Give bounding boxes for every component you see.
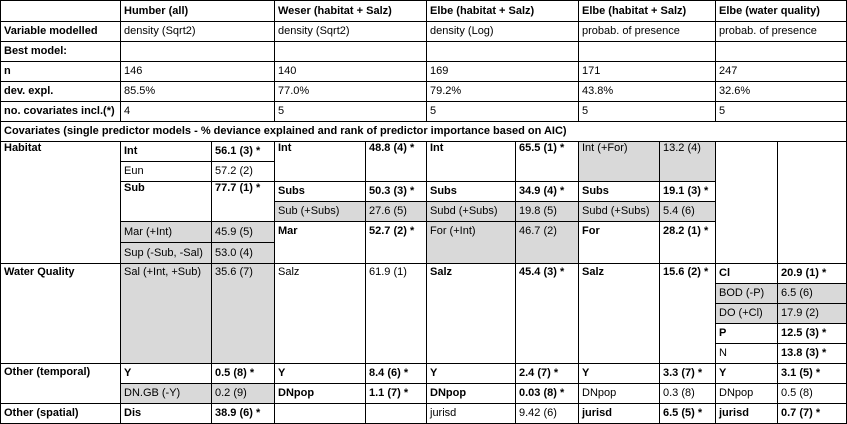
- covariates-header-row: [1, 122, 847, 142]
- n-row: [1, 62, 847, 82]
- humber-y-value: 0.5 (8) *: [212, 364, 275, 384]
- elbe2-int-name: Int (+For): [579, 142, 660, 182]
- elbe1-subs-value: 34.9 (4) *: [516, 182, 579, 202]
- humber-dngb-value: 0.2 (9): [212, 384, 275, 404]
- elbe1-for-name: For (+Int): [427, 222, 516, 264]
- elbe3-dnpop-name: DNpop: [716, 384, 778, 404]
- elbe1-subd-value: 19.8 (5): [516, 202, 579, 222]
- elbe1-y-value: 2.4 (7) *: [516, 364, 579, 384]
- humber-sup-value: 53.0 (4): [215, 247, 253, 259]
- weser-salz-value: 61.9 (1): [366, 264, 427, 364]
- elbe3-jurisd-name: jurisd: [716, 404, 778, 424]
- humber-dis-name: Dis: [121, 404, 212, 424]
- elbe2-int-value: 13.2 (4): [660, 142, 716, 182]
- n-weser: 140: [275, 62, 427, 82]
- temporal-row-1: [1, 364, 847, 384]
- humber-int-value: 56.1 (3) *: [212, 142, 275, 162]
- weser-y-value: 8.4 (6) *: [366, 364, 427, 384]
- water-quality-label: Water Quality: [1, 264, 121, 364]
- best-model-row: [1, 42, 847, 62]
- elbe1-dnpop-value: 0.03 (8) *: [516, 384, 579, 404]
- cov-label: no. covariates incl.(*): [1, 102, 121, 122]
- elbe2-dnpop-name: DNpop: [579, 384, 660, 404]
- humber-int-name: Int: [121, 142, 212, 162]
- elbe3-jurisd-value: 0.7 (7) *: [778, 404, 847, 424]
- elbe3-bod-value: 6.5 (6): [778, 284, 847, 304]
- header-blank: [1, 1, 121, 22]
- elbe2-jurisd-value: 6.5 (5) *: [660, 404, 716, 424]
- elbe2-salz-value: 15.6 (2) *: [660, 264, 716, 364]
- humber-sal-value: 35.6 (7): [212, 264, 275, 364]
- dev-elbe-2: 43.8%: [579, 82, 716, 102]
- weser-dnpop-name: DNpop: [275, 384, 366, 404]
- elbe1-dnpop-name: DNpop: [427, 384, 516, 404]
- elbe1-int-name: Int: [427, 142, 516, 182]
- elbe1-jurisd-value: 9.42 (6): [516, 404, 579, 424]
- elbe3-do-value: 17.9 (2): [778, 304, 847, 324]
- weser-int-name: Int: [275, 142, 366, 182]
- n-elbe-2: 171: [579, 62, 716, 82]
- covariates-count-row: [1, 102, 847, 122]
- elbe2-subs-value: 19.1 (3) *: [660, 182, 716, 202]
- elbe3-p-name: P: [716, 324, 778, 344]
- humber-sup-name: Sup (-Sub, -Sal): [124, 247, 203, 259]
- weser-subsubs-value: 27.6 (5): [366, 202, 427, 222]
- dev-weser: 77.0%: [275, 82, 427, 102]
- elbe1-salz-name: Salz: [427, 264, 516, 364]
- dev-label: dev. expl.: [1, 82, 121, 102]
- temporal-row-2: [1, 384, 847, 404]
- variable-weser: density (Sqrt2): [275, 22, 427, 42]
- elbe1-salz-value: 45.4 (3) *: [516, 264, 579, 364]
- elbe3-n-value: 13.8 (3) *: [778, 344, 847, 364]
- covariates-header: Covariates (single predictor models - % deviance explained and rank of predictor importance based on AIC): [1, 122, 847, 142]
- elbe2-for-name: For: [579, 222, 660, 264]
- water-quality-row-1: [1, 264, 847, 284]
- elbe1-for-value: 46.7 (2): [516, 222, 579, 264]
- cov-humber: 4: [121, 102, 275, 122]
- humber-mar-name: Mar (+Int): [121, 222, 211, 243]
- humber-eun-value: 57.2 (2): [212, 162, 275, 182]
- elbe3-p-value: 12.5 (3) *: [778, 324, 847, 344]
- n-humber: 146: [121, 62, 275, 82]
- variable-label: Variable modelled: [1, 22, 121, 42]
- elbe1-subd-name: Subd (+Subs): [427, 202, 516, 222]
- weser-dnpop-value: 1.1 (7) *: [366, 384, 427, 404]
- weser-subs-name: Subs: [275, 182, 366, 202]
- elbe2-y-value: 3.3 (7) *: [660, 364, 716, 384]
- weser-mar-name: Mar: [275, 222, 366, 264]
- dev-elbe-3: 32.6%: [716, 82, 847, 102]
- dev-row: [1, 82, 847, 102]
- humber-mar-value: 45.9 (5): [212, 222, 274, 243]
- humber-dngb-name: DN.GB (-Y): [121, 384, 212, 404]
- elbe3-n-name: N: [716, 344, 778, 364]
- habitat-label: Habitat: [1, 142, 121, 264]
- humber-y-name: Y: [121, 364, 212, 384]
- humber-dis-value: 38.9 (6) *: [212, 404, 275, 424]
- elbe3-dnpop-value: 0.5 (8): [778, 384, 847, 404]
- humber-sub-value: 77.7 (1) *: [212, 182, 275, 222]
- n-elbe-3: 247: [716, 62, 847, 82]
- header-humber: Humber (all): [121, 1, 275, 22]
- n-label: n: [1, 62, 121, 82]
- elbe3-y-name: Y: [716, 364, 778, 384]
- elbe2-subs-name: Subs: [579, 182, 660, 202]
- cov-weser: 5: [275, 102, 427, 122]
- cov-elbe-3: 5: [716, 102, 847, 122]
- elbe3-bod-name: BOD (-P): [716, 284, 778, 304]
- humber-eun-name: Eun: [121, 162, 212, 182]
- dev-elbe-1: 79.2%: [427, 82, 579, 102]
- variable-row: [1, 22, 847, 42]
- elbe2-jurisd-name: jurisd: [579, 404, 660, 424]
- weser-y-name: Y: [275, 364, 366, 384]
- variable-elbe-2: probab. of presence: [579, 22, 716, 42]
- cov-elbe-1: 5: [427, 102, 579, 122]
- elbe2-y-name: Y: [579, 364, 660, 384]
- elbe2-dnpop-value: 0.3 (8): [660, 384, 716, 404]
- elbe2-for-value: 28.2 (1) *: [660, 222, 716, 264]
- elbe2-subd-value: 5.4 (6): [660, 202, 716, 222]
- weser-int-value: 48.8 (4) *: [366, 142, 427, 182]
- elbe3-y-value: 3.1 (5) *: [778, 364, 847, 384]
- variable-humber: density (Sqrt2): [121, 22, 275, 42]
- header-elbe-2: Elbe (habitat + Salz): [579, 1, 716, 22]
- elbe2-subd-name: Subd (+Subs): [579, 202, 660, 222]
- best-model-label: Best model:: [1, 42, 121, 62]
- header-elbe-1: Elbe (habitat + Salz): [427, 1, 579, 22]
- variable-elbe-3: probab. of presence: [716, 22, 847, 42]
- n-elbe-1: 169: [427, 62, 579, 82]
- spatial-row: [1, 404, 847, 424]
- header-row: [1, 1, 847, 22]
- cov-elbe-2: 5: [579, 102, 716, 122]
- dev-humber: 85.5%: [121, 82, 275, 102]
- weser-mar-value: 52.7 (2) *: [366, 222, 427, 264]
- elbe3-do-name: DO (+Cl): [716, 304, 778, 324]
- weser-salz-name: Salz: [275, 264, 366, 364]
- weser-subsubs-name: Sub (+Subs): [275, 202, 366, 222]
- variable-elbe-1: density (Log): [427, 22, 579, 42]
- header-elbe-3: Elbe (water quality): [716, 1, 847, 22]
- header-weser: Weser (habitat + Salz): [275, 1, 427, 22]
- weser-subs-value: 50.3 (3) *: [366, 182, 427, 202]
- elbe1-int-value: 65.5 (1) *: [516, 142, 579, 182]
- humber-sub-name: Sub: [121, 182, 212, 222]
- elbe1-y-name: Y: [427, 364, 516, 384]
- other-spatial-label: Other (spatial): [1, 404, 121, 424]
- elbe1-jurisd-name: jurisd: [427, 404, 516, 424]
- elbe1-subs-name: Subs: [427, 182, 516, 202]
- humber-sal-name: Sal (+Int, +Sub): [121, 264, 212, 364]
- habitat-row-1: [1, 142, 847, 162]
- elbe3-cl-value: 20.9 (1) *: [778, 264, 847, 284]
- elbe2-salz-name: Salz: [579, 264, 660, 364]
- other-temporal-label: Other (temporal): [1, 364, 121, 404]
- elbe3-cl-name: Cl: [716, 264, 778, 284]
